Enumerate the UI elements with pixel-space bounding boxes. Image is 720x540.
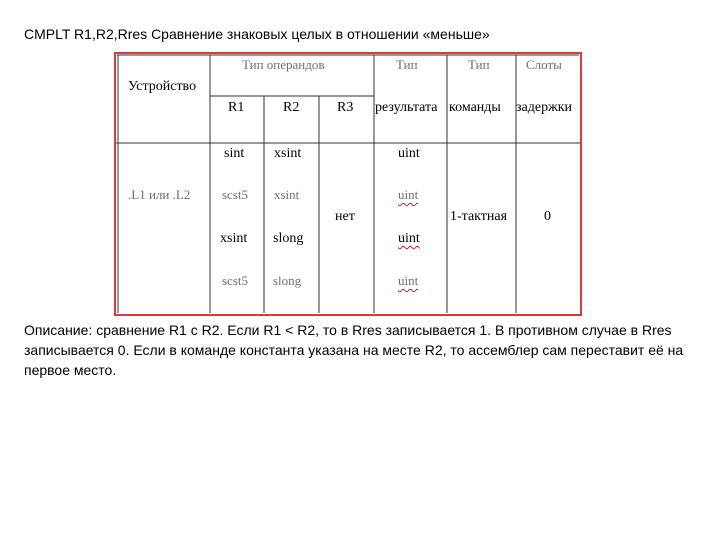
row3-r2: slong	[273, 231, 304, 246]
header-cmd-type-bottom: команды	[449, 100, 501, 115]
row1-r2: xsint	[274, 146, 302, 161]
row2-result: uint	[398, 187, 419, 202]
row3-r1: xsint	[220, 231, 248, 246]
row4-r2: slong	[273, 273, 302, 288]
row1-result: uint	[398, 146, 420, 161]
row1-r1: sint	[224, 146, 245, 161]
header-operand-type: Тип операндов	[242, 57, 325, 72]
header-slots-bottom: задержки	[516, 100, 573, 115]
r3-value: нет	[335, 209, 355, 224]
row3-result: uint	[398, 231, 420, 246]
row4-r1: scst5	[222, 273, 248, 288]
slots-value: 0	[544, 209, 551, 224]
header-slots-top: Слоты	[526, 57, 562, 72]
header-result-type-bottom: результата	[375, 100, 438, 115]
header-r2: R2	[283, 100, 300, 115]
row4-result: uint	[398, 273, 419, 288]
description-text: Описание: сравнение R1 с R2. Если R1 < R2, то в Rres записывается 1. В противном случае в Rres записывается 0. Если в команде константа указана на месте R2, то ассемблер сам переставит её на первое место.	[24, 322, 684, 378]
row2-r1: scst5	[222, 187, 248, 202]
page-title: CMPLT R1,R2,Rres Сравнение знаковых целых в отношении «меньше»	[24, 26, 490, 42]
header-r3: R3	[337, 100, 354, 115]
header-r1: R1	[228, 100, 245, 115]
row2-r2: xsint	[274, 187, 300, 202]
header-device: Устройство	[128, 79, 197, 94]
header-cmd-type-top: Тип	[468, 57, 490, 72]
cmd-type-value: 1-тактная	[450, 209, 508, 224]
device-value: .L1 или .L2	[128, 187, 191, 202]
header-result-type-top: Тип	[396, 57, 418, 72]
instruction-table	[114, 52, 582, 316]
